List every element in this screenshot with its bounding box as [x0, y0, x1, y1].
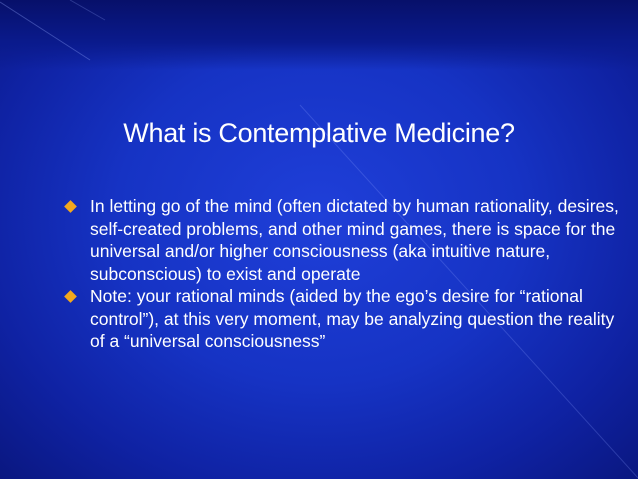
slide-title: What is Contemplative Medicine? — [123, 118, 515, 148]
bullet-item — [62, 285, 622, 353]
bullet-list — [62, 195, 622, 353]
bullet-text: Note: your rational minds (aided by the ego’s desire for “rational control”), at this very moment, may be analyzing question the reality of a “universal consciousness” — [90, 286, 615, 351]
bullet-item — [62, 195, 622, 285]
diamond-bullet-icon — [64, 200, 77, 213]
bullet-text: In letting go of the mind (often dictated by human rationality, desires, self-created problems, and other mind games, there is space for the universal and/or higher consciousness (aka intuitive nature, subconscious) to exist and operate — [90, 196, 619, 284]
diamond-bullet-icon — [64, 290, 77, 303]
